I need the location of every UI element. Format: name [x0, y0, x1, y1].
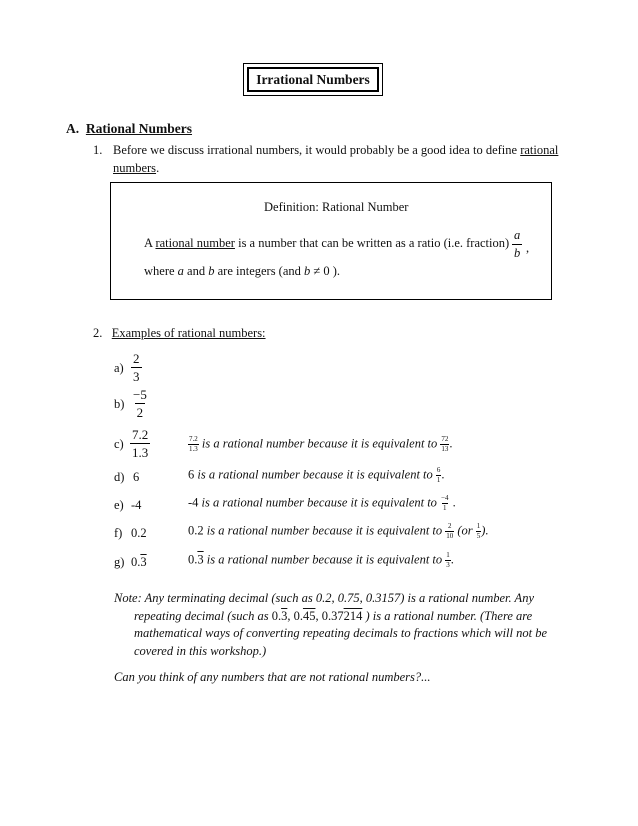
example-c-explanation [188, 436, 453, 453]
example-a-label: a) [114, 361, 124, 375]
item-1 [93, 141, 583, 177]
decimal-repeat: 3 [197, 552, 204, 567]
example-a-fraction [131, 352, 142, 383]
example-b-fraction [131, 388, 149, 419]
item-2-heading: Examples of rational numbers: [111, 326, 266, 340]
fraction [131, 388, 149, 419]
rational-numbers-term: rational numbers [113, 143, 559, 175]
frac-numerator: −4 [441, 494, 449, 502]
note-text: repeating decimal (such as [134, 608, 272, 623]
note-line-4: covered in this workshop.) [134, 643, 267, 658]
def-where: where [144, 264, 178, 278]
explanation-end: . [441, 467, 445, 482]
decimal-int: 0. [293, 608, 303, 623]
example-g-label: g) [114, 555, 125, 569]
frac-denominator: 5 [476, 532, 481, 540]
frac-numerator: 6 [436, 466, 441, 474]
item-1-number: 1. [93, 143, 103, 157]
def-text-b: is a number that can be written as a ratio (i.e. fraction) [234, 236, 510, 250]
closing-question: Can you think of any numbers that are not rational numbers?... [114, 670, 431, 684]
explanation-text: is a rational number because it is equivalent to [203, 552, 446, 567]
definition-title: Definition: Rational Number [264, 200, 409, 214]
frac-denominator: 2 [136, 405, 144, 420]
example-g-value [131, 555, 147, 570]
example-c-fraction [130, 428, 150, 459]
example-e-label: e) [114, 498, 124, 512]
frac-numerator: 2 [448, 522, 452, 530]
explanation-text: is a rational number because it is equivalent to [198, 495, 441, 510]
frac-denominator: 1 [436, 476, 441, 484]
var-a: a [177, 264, 184, 278]
fraction [440, 495, 449, 512]
decimal-int: 0. [131, 555, 141, 569]
frac-numerator: 1 [446, 551, 450, 559]
def-and: and [183, 264, 209, 278]
frac-numerator: a [514, 228, 521, 242]
explanation-value: -4 [188, 495, 199, 510]
var-b-2: b [304, 264, 311, 278]
example-d-value: 6 [133, 470, 140, 484]
frac-numerator: −5 [133, 387, 147, 402]
note-line-2 [134, 608, 584, 626]
def-integers: are integers (and [214, 264, 305, 278]
item-2 [93, 326, 266, 341]
example-d-label: d) [114, 470, 125, 484]
def-neq: ≠ 0 ). [310, 264, 341, 278]
item-2-number: 2. [93, 326, 103, 340]
explanation-text: is a rational number because it is equivalent to [194, 467, 436, 482]
section-a-heading [66, 121, 192, 137]
decimal-int: 0. [271, 608, 282, 623]
title-box [243, 63, 383, 96]
explanation-value: 6 [188, 467, 195, 482]
example-e-value: -4 [131, 498, 142, 512]
def-comma: , [526, 241, 530, 255]
def-term: rational number [155, 236, 235, 250]
example-e-explanation [188, 495, 456, 512]
fraction [188, 436, 199, 453]
fraction [130, 428, 150, 459]
frac-denominator: 1 [443, 504, 447, 512]
decimal-repeat: 214 [343, 608, 363, 623]
fraction [131, 352, 142, 383]
separator: , [315, 608, 322, 623]
decimal-repeat: 45 [302, 608, 316, 623]
explanation-text: is a rational number because it is equivalent to [203, 523, 446, 538]
a-over-b-fraction [512, 229, 522, 259]
explanation-end: . [449, 436, 453, 451]
example-f-value: 0.2 [131, 526, 147, 540]
decimal-repeat: 3 [140, 555, 147, 569]
frac-numerator: 72 [441, 435, 449, 443]
frac-numerator: 7.2 [132, 427, 149, 442]
fraction [512, 229, 522, 259]
note-paragraph [114, 590, 584, 660]
example-b-label: b) [114, 397, 125, 411]
decimal-int: 0.37 [321, 608, 344, 623]
explanation-end: . [450, 552, 454, 567]
decimal-int: 0. [188, 552, 198, 567]
example-f-explanation [188, 523, 489, 540]
var-b: b [208, 264, 215, 278]
example-g-explanation [188, 552, 454, 569]
note-line-3: mathematical ways of converting repeating decimals to fractions which will not be [134, 626, 548, 640]
fraction [445, 523, 454, 540]
item-1-text-before: Before we discuss irrational numbers, it would probably be a good idea to define [113, 143, 521, 157]
frac-numerator: 1 [476, 522, 481, 530]
example-c-label: c) [114, 437, 124, 451]
frac-denominator: 3 [133, 369, 140, 384]
explanation-text: is a rational number because it is equivalent to [198, 436, 441, 451]
example-f-label: f) [114, 526, 123, 540]
explanation-end: . [449, 495, 456, 510]
note-line-1: Note: Any terminating decimal (such as 0.2, 0.75, 0.3157) is a rational number. Any [114, 591, 534, 605]
explanation-or: (or [454, 523, 476, 538]
explanation-value: 0.2 [188, 523, 204, 538]
frac-numerator: 2 [133, 351, 140, 366]
definition-line-2 [144, 264, 340, 279]
example-d-explanation [188, 467, 445, 484]
item-1-text [113, 141, 583, 177]
separator: , [287, 608, 294, 623]
section-letter: A. [66, 121, 80, 136]
def-text-a: A [144, 236, 156, 250]
explanation-end: ). [481, 523, 489, 538]
definition-line-1 [144, 236, 509, 251]
frac-denominator: 3 [446, 561, 450, 569]
frac-denominator: 1.3 [132, 445, 149, 460]
frac-denominator: b [514, 245, 521, 260]
frac-denominator: 10 [446, 532, 454, 540]
frac-denominator: 13 [441, 445, 449, 453]
frac-denominator: 1.3 [189, 445, 198, 453]
page-title: Irrational Numbers [247, 67, 379, 92]
section-title: Rational Numbers [85, 121, 193, 136]
item-1-text-after: . [156, 161, 160, 175]
note-text: ) is a rational number. (There are [362, 608, 533, 623]
frac-numerator: 7.2 [189, 435, 198, 443]
decimal-repeat: 3 [281, 608, 288, 623]
